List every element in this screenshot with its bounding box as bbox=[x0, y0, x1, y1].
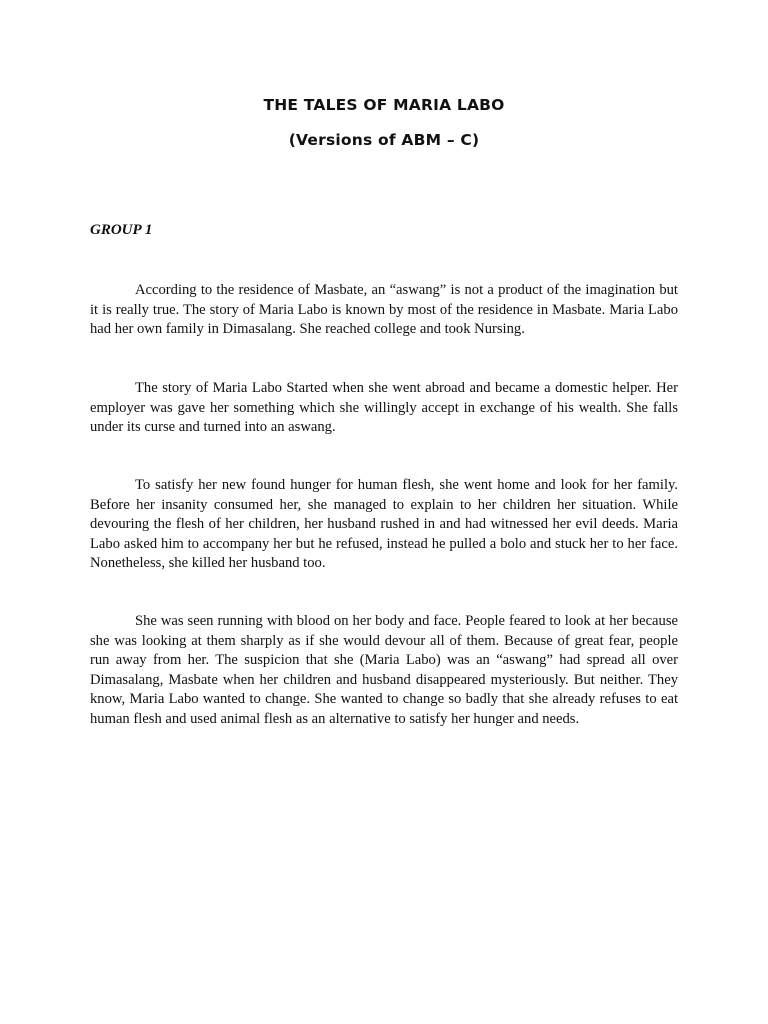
paragraph-3: To satisfy her new found hunger for human flesh, she went home and look for her family. Before her insanity consumed her, she managed to explain to her children her situation. While devouring the flesh of her children, her husband rushed in and had witnessed her evil deeds. Maria Labo asked him to accompany her but he refused, instead he pulled a bolo and stuck her to her face. Nonetheless, she killed her husband too. bbox=[90, 477, 678, 571]
paragraph-1: According to the residence of Masbate, an “aswang” is not a product of the imagination but it is really true. The story of Maria Labo is known by most of the residence in Masbate. Maria Labo had her own family in Dimasalang. She reached college and took Nursing. bbox=[90, 282, 678, 337]
document-subtitle: (Versions of ABM – C) bbox=[288, 131, 480, 149]
document-title: THE TALES OF MARIA LABO bbox=[263, 96, 505, 114]
paragraph-4: She was seen running with blood on her body and face. People feared to look at her because she was looking at them sharply as if she would devour all of them. Because of great fear, people run away from her. The suspicion that she (Maria Labo) was an “aswang” had spread all over Dimasalang, Masbate when her children and husband disappeared mysteriously. But neither. They know, Maria Labo wanted to change. She wanted to change so badly that she already refuses to eat human flesh and used animal flesh as an alternative to satisfy her hunger and needs. bbox=[90, 613, 678, 727]
group-heading: GROUP 1 bbox=[90, 222, 153, 238]
paragraph-2: The story of Maria Labo Started when she went abroad and became a domestic helper. Her employer was gave her something which she willingly accept in exchange of his wealth. She falls under its curse and turned into an aswang. bbox=[90, 380, 678, 435]
